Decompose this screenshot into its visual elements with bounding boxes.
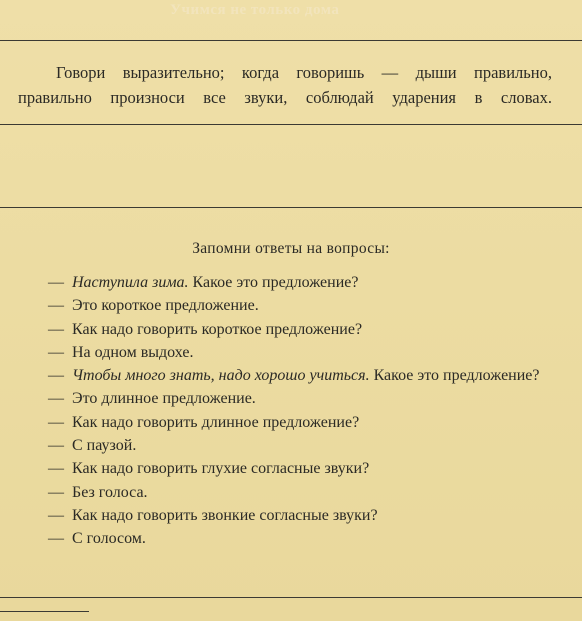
qa-line-9 (18, 457, 552, 480)
qa-text: Какое это предложение? (188, 274, 359, 291)
speech-rule-line-1: Говори выразительно; когда говоришь — дыши правильно, (56, 63, 552, 82)
dash: — (48, 413, 64, 431)
qa-text: С голосом. (72, 530, 146, 548)
qa-text: Как надо говорить короткое предложение? (72, 320, 363, 338)
qa-text: Это короткое предложение. (72, 297, 259, 315)
qa-line-6 (18, 387, 552, 410)
footnote-rule (0, 611, 89, 612)
dash: — (48, 483, 64, 501)
qa-line-5 (18, 364, 552, 387)
speech-rule-line-2: правильно произноси все звуки, соблюдай ударения в словах. (18, 88, 552, 107)
dash: — (48, 320, 64, 338)
qa-text: Это длинное предложение. (72, 390, 256, 408)
qa-list (18, 271, 552, 551)
box1-bottom-rule (0, 124, 582, 125)
qa-text: Как надо говорить длинное предложение? (72, 413, 360, 431)
qa-line-4 (18, 341, 552, 364)
qa-line-10 (18, 481, 552, 504)
dash: — (48, 460, 64, 478)
qa-text: Без голоса. (72, 483, 148, 501)
qa-line-2 (18, 294, 552, 317)
box1-top-rule (0, 40, 582, 41)
example-sentence: Чтобы много знать, надо хорошо учиться. (72, 367, 370, 385)
example-sentence: Наступила зима. (72, 274, 189, 291)
qa-line-7 (18, 411, 552, 434)
qa-title: Запомни ответы на вопросы: (192, 240, 390, 257)
qa-line-1 (18, 271, 552, 294)
dash: — (48, 343, 64, 361)
speech-rule-text (18, 60, 552, 110)
faded-page-header: Учимся не только дома (170, 2, 340, 18)
dash: — (48, 297, 64, 315)
qa-text: На одном выдохе. (72, 343, 194, 361)
dash: — (48, 437, 64, 455)
dash: — (48, 274, 64, 291)
qa-text: С паузой. (72, 437, 137, 455)
dash: — (48, 530, 64, 548)
qa-line-3 (18, 318, 552, 341)
qa-line-lead (18, 367, 68, 384)
qa-text: Как надо говорить глухие согласные звуки? (72, 460, 370, 478)
box2-top-rule (0, 207, 582, 208)
box2-bottom-rule (0, 597, 582, 598)
qa-line-8 (18, 434, 552, 457)
dash: — (48, 390, 64, 408)
dash: — (48, 367, 64, 385)
qa-line-12 (18, 527, 552, 550)
qa-line-11 (18, 504, 552, 527)
qa-text: Как надо говорить звонкие согласные звуки? (72, 506, 378, 524)
dash: — (48, 506, 64, 524)
qa-text: Какое это предложение? (369, 367, 540, 385)
